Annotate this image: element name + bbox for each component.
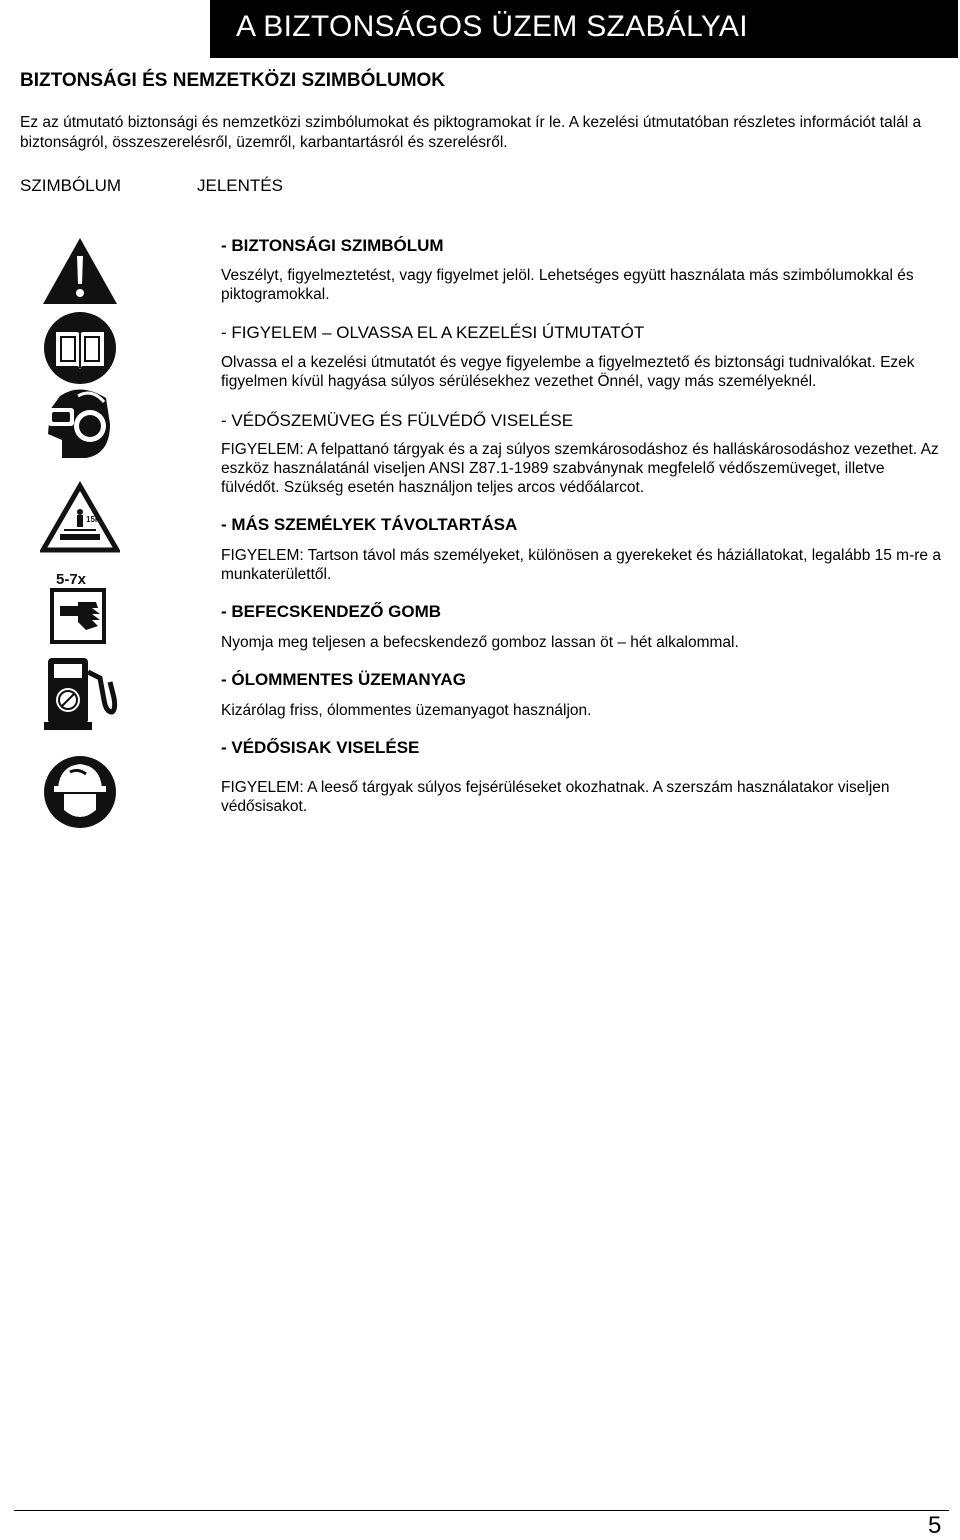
column-header-meaning: JELENTÉS xyxy=(197,176,283,195)
item-desc-safety-symbol: Veszélyt, figyelmeztetést, vagy figyelmet jelöl. Lehetséges együtt használata más szimbólumokkal és piktogramokkal. xyxy=(221,267,914,303)
hard-hat-icon xyxy=(40,752,120,832)
item-desc-keep-bystanders-away: FIGYELEM: Tartson távol más személyeket, különösen a gyerekeket és háziállatokat, legalább 15 m-re a munkaterülettől. xyxy=(221,547,941,583)
item-desc-read-manual: Olvassa el a kezelési útmutatót és vegye figyelembe a figyelmeztető és biztonsági tudnivalókat. Ezek figyelmen kívül hagyása súlyos sérülésekhez vezethet Önnél, vagy más személyeknél. xyxy=(221,354,915,390)
item-title-hard-hat: - VÉDŐSISAK VISELÉSE xyxy=(221,738,420,757)
distance-label: 15m xyxy=(86,515,103,524)
primer-bulb-icon xyxy=(40,566,120,646)
item-title-read-manual: - FIGYELEM – OLVASSA EL A KEZELÉSI ÚTMUTATÓT xyxy=(221,323,645,342)
item-title-keep-bystanders-away: - MÁS SZEMÉLYEK TÁVOLTARTÁSA xyxy=(221,515,518,534)
unleaded-fuel-icon xyxy=(40,652,120,732)
item-desc-primer-bulb: Nyomja meg teljesen a befecskendező gomboz lassan öt – hét alkalommal. xyxy=(221,634,739,651)
header-bar xyxy=(210,0,958,58)
page-header-title: A BIZTONSÁGOS ÜZEM SZABÁLYAI xyxy=(236,10,748,43)
item-desc-eye-ear-protection: FIGYELEM: A felpattanó tárgyak és a zaj súlyos szemkárosodáshoz és halláskárosodáshoz vezethet. Az eszköz használatánál viseljen ANSI Z87.1-1989 szabványnak megfelelő védőszemüveget, illetve fülvédőt. Szükség esetén használjon teljes arcos védőálarcot. xyxy=(221,441,939,496)
read-manual-icon xyxy=(40,308,120,388)
item-title-primer-bulb: - BEFECSKENDEZŐ GOMB xyxy=(221,602,442,621)
item-title-unleaded-fuel: - ÓLOMMENTES ÜZEMANYAG xyxy=(221,670,466,689)
footer-divider xyxy=(14,1510,949,1511)
keep-bystanders-away-icon xyxy=(40,480,120,560)
safety-alert-icon xyxy=(40,232,120,312)
page-number: 5 xyxy=(928,1512,942,1539)
item-desc-unleaded-fuel: Kizárólag friss, ólommentes üzemanyagot használjon. xyxy=(221,702,592,719)
eye-ear-protection-icon xyxy=(40,384,120,464)
column-header-symbol: SZIMBÓLUM xyxy=(20,176,122,195)
item-desc-hard-hat: FIGYELEM: A leeső tárgyak súlyos fejsérüléseket okozhatnak. A szerszám használatakor viseljen védősisakot. xyxy=(221,779,890,815)
section-title: BIZTONSÁGI ÉS NEMZETKÖZI SZIMBÓLUMOK xyxy=(20,70,446,91)
item-title-safety-symbol: - BIZTONSÁGI SZIMBÓLUM xyxy=(221,236,444,255)
primer-count-label: 5-7x xyxy=(56,571,87,588)
intro-paragraph: Ez az útmutató biztonsági és nemzetközi szimbólumokat és piktogramokat ír le. A kezelési útmutatóban részletes információt talál a biztonságról, összeszerelésről, üzemről, karbantartásról és szerelésről. xyxy=(20,114,922,151)
item-title-eye-ear-protection: - VÉDŐSZEMÜVEG ÉS FÜLVÉDŐ VISELÉSE xyxy=(221,411,574,430)
